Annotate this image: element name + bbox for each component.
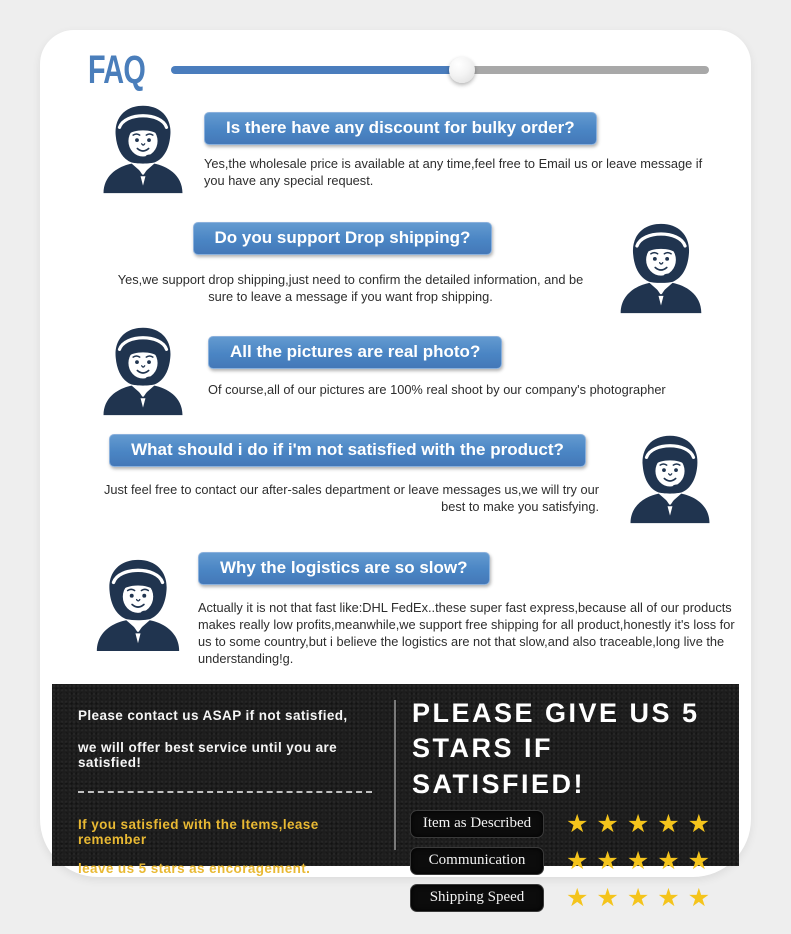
star-rating-icons: ★★★★★ [566, 809, 719, 838]
faq-item [40, 218, 751, 316]
faq-question-1: Is there have any discount for bulky order? [204, 112, 597, 145]
contact-message-panel [52, 684, 394, 876]
slider-track [171, 66, 709, 74]
rating-label-shipping-speed: Shipping Speed [410, 884, 544, 912]
banner-divider [394, 700, 396, 850]
contact-line-2: we will offer best service until you are satisfied! [78, 739, 338, 770]
rating-row [410, 810, 723, 838]
five-stars-panel [394, 684, 739, 912]
stars-note-1: If you satisfied with the Items,lease remember [78, 816, 319, 847]
faq-card [40, 30, 751, 912]
rating-label-item-as-described: Item as Described [410, 810, 544, 838]
heading-line-2: STARS IF SATISFIED! [412, 733, 585, 799]
rating-label-communication: Communication [410, 847, 544, 875]
support-agent-avatar-icon [86, 556, 190, 654]
support-agent-avatar-icon [611, 220, 711, 316]
slider-handle-icon [449, 57, 475, 83]
stars-note-2: leave us 5 stars as encoragement. [78, 860, 311, 876]
support-agent-avatar-icon [92, 102, 194, 196]
star-rating-icons: ★★★★★ [566, 846, 719, 875]
faq-answer-2: Yes,we support drop shipping,just need to confirm the detailed information, and be sure to leave a message if you want frop shipping. [117, 272, 584, 304]
five-stars-heading [412, 696, 723, 803]
rating-row [410, 847, 723, 875]
faq-title: FAQ [88, 48, 146, 92]
faq-item [40, 322, 751, 418]
faq-question-4: What should i do if i'm not satisfied with the product? [109, 434, 586, 467]
faq-question-2: Do you support Drop shipping? [193, 222, 493, 255]
faq-answer-3: Of course,all of our pictures are 100% real shoot by our company's photographer [208, 382, 666, 397]
faq-answer-1: Yes,the wholesale price is available at any time,feel free to Email us or leave message if you have any special request. [204, 156, 703, 188]
faq-question-3: All the pictures are real photo? [208, 336, 502, 369]
faq-item [40, 546, 751, 668]
faq-question-5: Why the logistics are so slow? [198, 552, 490, 585]
contact-line-1: Please contact us ASAP if not satisfied, [78, 707, 348, 723]
faq-answer-4: Just feel free to contact our after-sales department or leave messages us,we will try our best to make you satisfying. [103, 482, 599, 514]
star-rating-icons: ★★★★★ [566, 883, 719, 912]
dashed-separator [78, 791, 372, 793]
rating-row [410, 884, 723, 912]
support-agent-avatar-icon [92, 324, 194, 418]
faq-item [40, 100, 751, 196]
faq-progress-slider [171, 66, 709, 74]
support-agent-avatar-icon [621, 432, 719, 526]
faq-item [40, 430, 751, 526]
faq-header [40, 44, 751, 90]
faq-answer-5: Actually it is not that fast like:DHL FedEx..these super fast express,because all of our products makes really low profits,meanwhile,we support free shipping for all product,honestly it's loss for us to some country,but i believe the logistics are not that slow,and also traceable,long live the understanding!g. [198, 600, 735, 666]
heading-line-1: PLEASE GIVE US 5 [412, 697, 700, 728]
feedback-banner [52, 684, 739, 912]
